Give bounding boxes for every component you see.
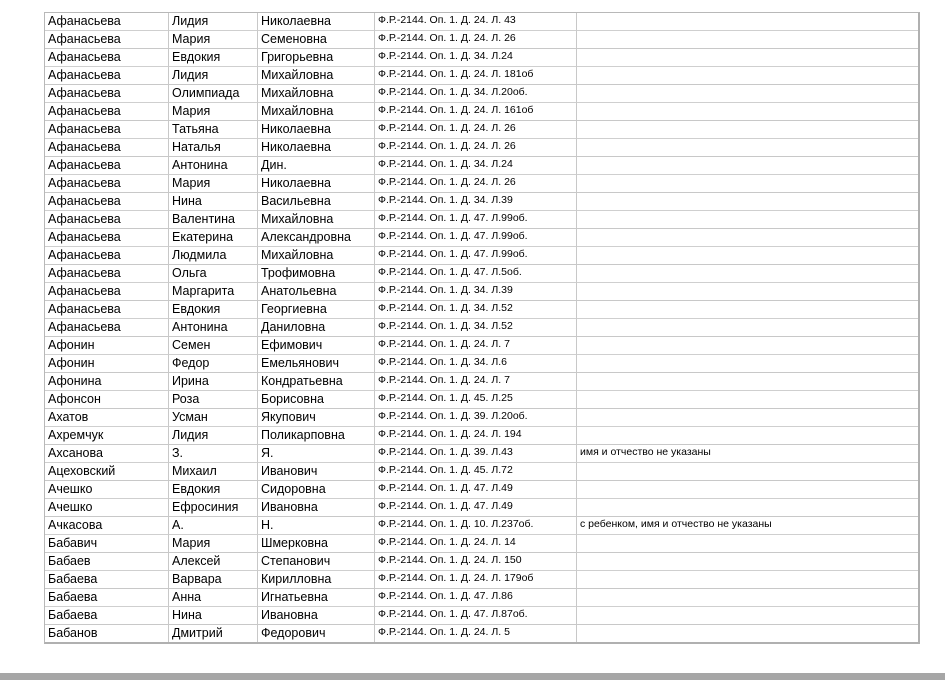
surname-cell: Афанасьева	[45, 283, 169, 301]
patronymic-cell: Иванович	[258, 463, 375, 481]
archive-reference-cell: Ф.Р.-2144. Оп. 1. Д. 47. Л.99об.	[375, 229, 577, 247]
note-cell	[577, 229, 918, 247]
first-name-cell: Олимпиада	[169, 85, 258, 103]
table-row	[45, 319, 918, 337]
patronymic-cell: Емельянович	[258, 355, 375, 373]
table-row	[45, 283, 918, 301]
table-row	[45, 355, 918, 373]
surname-cell: Афанасьева	[45, 319, 169, 337]
surname-cell: Афанасьева	[45, 49, 169, 67]
note-cell	[577, 463, 918, 481]
first-name-cell: Антонина	[169, 157, 258, 175]
surname-cell: Афонин	[45, 337, 169, 355]
surname-cell: Афанасьева	[45, 301, 169, 319]
archive-reference-cell: Ф.Р.-2144. Оп. 1. Д. 47. Л.5об.	[375, 265, 577, 283]
table-row	[45, 31, 918, 49]
note-cell	[577, 193, 918, 211]
table-row	[45, 121, 918, 139]
archive-reference-cell: Ф.Р.-2144. Оп. 1. Д. 24. Л. 150	[375, 553, 577, 571]
surname-cell: Афанасьева	[45, 265, 169, 283]
archive-reference-cell: Ф.Р.-2144. Оп. 1. Д. 34. Л.52	[375, 301, 577, 319]
surname-cell: Бабаева	[45, 607, 169, 625]
first-name-cell: Нина	[169, 607, 258, 625]
patronymic-cell: Шмерковна	[258, 535, 375, 553]
archive-reference-cell: Ф.Р.-2144. Оп. 1. Д. 34. Л.24	[375, 49, 577, 67]
table-row	[45, 535, 918, 553]
archive-reference-cell: Ф.Р.-2144. Оп. 1. Д. 24. Л. 5	[375, 625, 577, 642]
surname-cell: Ачешко	[45, 481, 169, 499]
patronymic-cell: Дин.	[258, 157, 375, 175]
surname-cell: Афонин	[45, 355, 169, 373]
patronymic-cell: Георгиевна	[258, 301, 375, 319]
table-row	[45, 589, 918, 607]
patronymic-cell: Анатольевна	[258, 283, 375, 301]
table-row	[45, 391, 918, 409]
table-row	[45, 517, 918, 535]
surname-cell: Бабанов	[45, 625, 169, 642]
note-cell	[577, 409, 918, 427]
first-name-cell: Ирина	[169, 373, 258, 391]
first-name-cell: Ольга	[169, 265, 258, 283]
surname-cell: Ахремчук	[45, 427, 169, 445]
table-row	[45, 193, 918, 211]
archive-reference-cell: Ф.Р.-2144. Оп. 1. Д. 34. Л.20об.	[375, 85, 577, 103]
table-row	[45, 301, 918, 319]
table-row	[45, 103, 918, 121]
archive-reference-cell: Ф.Р.-2144. Оп. 1. Д. 24. Л. 7	[375, 373, 577, 391]
table-row	[45, 211, 918, 229]
first-name-cell: Алексей	[169, 553, 258, 571]
table-row	[45, 481, 918, 499]
table-row	[45, 265, 918, 283]
surname-cell: Афанасьева	[45, 67, 169, 85]
archive-reference-cell: Ф.Р.-2144. Оп. 1. Д. 24. Л. 179об	[375, 571, 577, 589]
patronymic-cell: Кондратьевна	[258, 373, 375, 391]
table-row	[45, 337, 918, 355]
note-cell	[577, 247, 918, 265]
patronymic-cell: Васильевна	[258, 193, 375, 211]
first-name-cell: Лидия	[169, 427, 258, 445]
patronymic-cell: Сидоровна	[258, 481, 375, 499]
note-cell	[577, 355, 918, 373]
surname-cell: Афанасьева	[45, 103, 169, 121]
patronymic-cell: Михайловна	[258, 247, 375, 265]
table-row	[45, 571, 918, 589]
table-row	[45, 157, 918, 175]
records-table-body	[45, 13, 918, 642]
note-cell	[577, 265, 918, 283]
note-cell	[577, 139, 918, 157]
patronymic-cell: Поликарповна	[258, 427, 375, 445]
note-cell: с ребенком, имя и отчество не указаны	[577, 517, 918, 535]
note-cell	[577, 481, 918, 499]
first-name-cell: Дмитрий	[169, 625, 258, 642]
note-cell	[577, 49, 918, 67]
table-row	[45, 607, 918, 625]
surname-cell: Ахсанова	[45, 445, 169, 463]
first-name-cell: Мария	[169, 535, 258, 553]
surname-cell: Афанасьева	[45, 193, 169, 211]
patronymic-cell: Михайловна	[258, 211, 375, 229]
patronymic-cell: Николаевна	[258, 121, 375, 139]
note-cell	[577, 211, 918, 229]
first-name-cell: Екатерина	[169, 229, 258, 247]
archive-reference-cell: Ф.Р.-2144. Оп. 1. Д. 47. Л.86	[375, 589, 577, 607]
first-name-cell: А.	[169, 517, 258, 535]
first-name-cell: Ефросиния	[169, 499, 258, 517]
table-row	[45, 427, 918, 445]
patronymic-cell: Борисовна	[258, 391, 375, 409]
table-row	[45, 445, 918, 463]
patronymic-cell: Я.	[258, 445, 375, 463]
archive-reference-cell: Ф.Р.-2144. Оп. 1. Д. 24. Л. 26	[375, 121, 577, 139]
bottom-scroll-edge	[0, 673, 945, 680]
patronymic-cell: Даниловна	[258, 319, 375, 337]
archive-reference-cell: Ф.Р.-2144. Оп. 1. Д. 39. Л.20об.	[375, 409, 577, 427]
archive-reference-cell: Ф.Р.-2144. Оп. 1. Д. 47. Л.99об.	[375, 247, 577, 265]
patronymic-cell: Григорьевна	[258, 49, 375, 67]
table-row	[45, 373, 918, 391]
patronymic-cell: Ефимович	[258, 337, 375, 355]
first-name-cell: Мария	[169, 175, 258, 193]
archive-reference-cell: Ф.Р.-2144. Оп. 1. Д. 47. Л.49	[375, 499, 577, 517]
first-name-cell: Нина	[169, 193, 258, 211]
table-row	[45, 463, 918, 481]
table-row	[45, 13, 918, 31]
surname-cell: Бабавич	[45, 535, 169, 553]
first-name-cell: Маргарита	[169, 283, 258, 301]
archive-reference-cell: Ф.Р.-2144. Оп. 1. Д. 10. Л.237об.	[375, 517, 577, 535]
archive-reference-cell: Ф.Р.-2144. Оп. 1. Д. 24. Л. 26	[375, 175, 577, 193]
archive-reference-cell: Ф.Р.-2144. Оп. 1. Д. 47. Л.49	[375, 481, 577, 499]
archive-reference-cell: Ф.Р.-2144. Оп. 1. Д. 24. Л. 181об	[375, 67, 577, 85]
patronymic-cell: Степанович	[258, 553, 375, 571]
first-name-cell: Анна	[169, 589, 258, 607]
first-name-cell: Семен	[169, 337, 258, 355]
patronymic-cell: Трофимовна	[258, 265, 375, 283]
note-cell	[577, 499, 918, 517]
patronymic-cell: Ивановна	[258, 607, 375, 625]
first-name-cell: Варвара	[169, 571, 258, 589]
first-name-cell: Мария	[169, 103, 258, 121]
note-cell	[577, 625, 918, 642]
note-cell	[577, 175, 918, 193]
archive-reference-cell: Ф.Р.-2144. Оп. 1. Д. 39. Л.43	[375, 445, 577, 463]
archive-reference-cell: Ф.Р.-2144. Оп. 1. Д. 34. Л.24	[375, 157, 577, 175]
first-name-cell: Наталья	[169, 139, 258, 157]
table-row	[45, 49, 918, 67]
surname-cell: Афанасьева	[45, 157, 169, 175]
table-row	[45, 625, 918, 642]
patronymic-cell: Михайловна	[258, 67, 375, 85]
first-name-cell: Роза	[169, 391, 258, 409]
archive-reference-cell: Ф.Р.-2144. Оп. 1. Д. 47. Л.87об.	[375, 607, 577, 625]
table-row	[45, 409, 918, 427]
note-cell	[577, 13, 918, 31]
archive-reference-cell: Ф.Р.-2144. Оп. 1. Д. 34. Л.6	[375, 355, 577, 373]
surname-cell: Афонина	[45, 373, 169, 391]
first-name-cell: Людмила	[169, 247, 258, 265]
archive-reference-cell: Ф.Р.-2144. Оп. 1. Д. 24. Л. 43	[375, 13, 577, 31]
first-name-cell: Татьяна	[169, 121, 258, 139]
patronymic-cell: Ивановна	[258, 499, 375, 517]
surname-cell: Ачешко	[45, 499, 169, 517]
patronymic-cell: Н.	[258, 517, 375, 535]
note-cell	[577, 283, 918, 301]
note-cell	[577, 31, 918, 49]
note-cell	[577, 121, 918, 139]
surname-cell: Афанасьева	[45, 13, 169, 31]
patronymic-cell: Александровна	[258, 229, 375, 247]
note-cell	[577, 85, 918, 103]
note-cell	[577, 589, 918, 607]
surname-cell: Афанасьева	[45, 121, 169, 139]
table-row	[45, 175, 918, 193]
surname-cell: Афанасьева	[45, 31, 169, 49]
archive-reference-cell: Ф.Р.-2144. Оп. 1. Д. 24. Л. 194	[375, 427, 577, 445]
first-name-cell: Евдокия	[169, 301, 258, 319]
archive-reference-cell: Ф.Р.-2144. Оп. 1. Д. 47. Л.99об.	[375, 211, 577, 229]
archive-reference-cell: Ф.Р.-2144. Оп. 1. Д. 45. Л.25	[375, 391, 577, 409]
patronymic-cell: Игнатьевна	[258, 589, 375, 607]
note-cell	[577, 427, 918, 445]
note-cell	[577, 535, 918, 553]
note-cell	[577, 373, 918, 391]
surname-cell: Афанасьева	[45, 175, 169, 193]
surname-cell: Афанасьева	[45, 139, 169, 157]
first-name-cell: З.	[169, 445, 258, 463]
archive-reference-cell: Ф.Р.-2144. Оп. 1. Д. 34. Л.39	[375, 193, 577, 211]
note-cell	[577, 391, 918, 409]
note-cell	[577, 571, 918, 589]
archive-reference-cell: Ф.Р.-2144. Оп. 1. Д. 24. Л. 7	[375, 337, 577, 355]
surname-cell: Афонсон	[45, 391, 169, 409]
first-name-cell: Мария	[169, 31, 258, 49]
note-cell	[577, 553, 918, 571]
archive-reference-cell: Ф.Р.-2144. Оп. 1. Д. 24. Л. 161об	[375, 103, 577, 121]
note-cell: имя и отчество не указаны	[577, 445, 918, 463]
table-row	[45, 553, 918, 571]
patronymic-cell: Михайловна	[258, 85, 375, 103]
patronymic-cell: Николаевна	[258, 139, 375, 157]
surname-cell: Бабаева	[45, 571, 169, 589]
archive-reference-cell: Ф.Р.-2144. Оп. 1. Д. 34. Л.39	[375, 283, 577, 301]
records-table	[44, 12, 920, 644]
note-cell	[577, 319, 918, 337]
surname-cell: Ацеховский	[45, 463, 169, 481]
patronymic-cell: Михайловна	[258, 103, 375, 121]
first-name-cell: Усман	[169, 409, 258, 427]
table-row	[45, 139, 918, 157]
first-name-cell: Евдокия	[169, 481, 258, 499]
table-row	[45, 85, 918, 103]
table-row	[45, 67, 918, 85]
archive-reference-cell: Ф.Р.-2144. Оп. 1. Д. 34. Л.52	[375, 319, 577, 337]
table-row	[45, 499, 918, 517]
archive-reference-cell: Ф.Р.-2144. Оп. 1. Д. 24. Л. 14	[375, 535, 577, 553]
surname-cell: Бабаева	[45, 589, 169, 607]
archive-reference-cell: Ф.Р.-2144. Оп. 1. Д. 45. Л.72	[375, 463, 577, 481]
first-name-cell: Валентина	[169, 211, 258, 229]
surname-cell: Ахатов	[45, 409, 169, 427]
note-cell	[577, 157, 918, 175]
patronymic-cell: Кирилловна	[258, 571, 375, 589]
note-cell	[577, 607, 918, 625]
first-name-cell: Лидия	[169, 13, 258, 31]
first-name-cell: Евдокия	[169, 49, 258, 67]
surname-cell: Афанасьева	[45, 247, 169, 265]
patronymic-cell: Семеновна	[258, 31, 375, 49]
first-name-cell: Антонина	[169, 319, 258, 337]
surname-cell: Бабаев	[45, 553, 169, 571]
surname-cell: Ачкасова	[45, 517, 169, 535]
patronymic-cell: Николаевна	[258, 13, 375, 31]
note-cell	[577, 67, 918, 85]
archive-reference-cell: Ф.Р.-2144. Оп. 1. Д. 24. Л. 26	[375, 139, 577, 157]
first-name-cell: Михаил	[169, 463, 258, 481]
patronymic-cell: Федорович	[258, 625, 375, 642]
surname-cell: Афанасьева	[45, 211, 169, 229]
first-name-cell: Лидия	[169, 67, 258, 85]
table-row	[45, 229, 918, 247]
archive-reference-cell: Ф.Р.-2144. Оп. 1. Д. 24. Л. 26	[375, 31, 577, 49]
note-cell	[577, 301, 918, 319]
patronymic-cell: Якупович	[258, 409, 375, 427]
table-row	[45, 247, 918, 265]
surname-cell: Афанасьева	[45, 229, 169, 247]
first-name-cell: Федор	[169, 355, 258, 373]
surname-cell: Афанасьева	[45, 85, 169, 103]
note-cell	[577, 103, 918, 121]
note-cell	[577, 337, 918, 355]
patronymic-cell: Николаевна	[258, 175, 375, 193]
